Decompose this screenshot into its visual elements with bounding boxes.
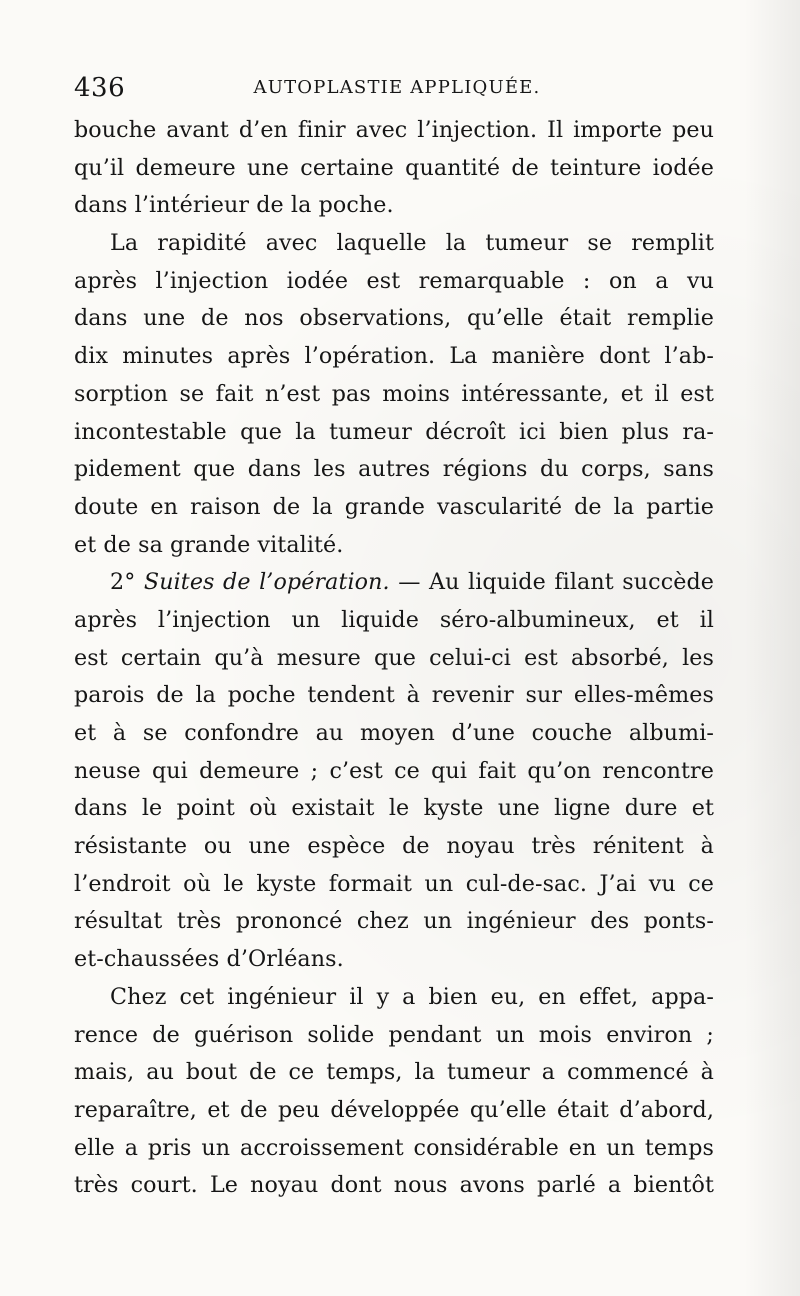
text-line (74, 263, 714, 301)
text-line (74, 1017, 714, 1055)
text-segment: dans le point où existait le kyste une ligne dure et (74, 795, 714, 822)
text-segment: pidement que dans les autres régions du corps, sans (74, 456, 714, 483)
text-segment: l’endroit où le kyste formait un cul-de-sac. J’ai vu ce (74, 870, 714, 897)
text-segment: dix minutes après l’opération. La manière dont l’ab- (74, 343, 714, 370)
text-line (74, 451, 714, 489)
text-line (74, 564, 714, 602)
text-segment: — Au liquide filant succède (389, 569, 714, 596)
text-segment: reparaître, et de peu développée qu’elle était d’abord, (74, 1096, 714, 1123)
text-segment: incontestable que la tumeur décroît ici bien plus ra- (74, 418, 714, 445)
running-title: AUTOPLASTIE APPLIQUÉE. (253, 77, 541, 98)
text-segment: 2° (110, 569, 144, 596)
text-line (74, 828, 714, 866)
text-segment: La rapidité avec laquelle la tumeur se remplit (110, 230, 714, 257)
text-segment: rence de guérison solide pendant un mois environ ; (74, 1021, 714, 1048)
text-line (74, 338, 714, 376)
text-line (74, 527, 714, 565)
text-line (74, 640, 714, 678)
text-line (74, 790, 714, 828)
text-segment: et de sa grande vitalité. (74, 531, 344, 558)
text-line (74, 1054, 714, 1092)
text-line (74, 753, 714, 791)
text-segment: Chez cet ingénieur il y a bien eu, en effet, appa- (110, 983, 714, 1010)
text-segment: dans l’intérieur de la poche. (74, 192, 394, 219)
text-segment: résultat très prononcé chez un ingénieur des ponts- (74, 908, 714, 935)
text-line (74, 300, 714, 338)
text-segment: mais, au bout de ce temps, la tumeur a commencé à (74, 1059, 714, 1086)
text-segment: doute en raison de la grande vascularité de la partie (74, 493, 714, 520)
text-segment: bouche avant d’en finir avec l’injection. Il importe peu (74, 117, 714, 143)
text-line (74, 941, 714, 979)
text-segment: est certain qu’à mesure que celui-ci est absorbé, les (74, 644, 714, 671)
page-header (74, 68, 720, 108)
text-line (74, 225, 714, 263)
text-segment: résistante ou une espèce de noyau très rénitent à (74, 833, 714, 860)
text-line (74, 677, 714, 715)
text-segment: très court. Le noyau dont nous avons parlé a bientôt (74, 1172, 714, 1199)
text-segment: et-chaussées d’Orléans. (74, 946, 344, 973)
text-line (74, 1092, 714, 1130)
text-segment: sorption se fait n’est pas moins intéressante, et il est (74, 380, 714, 407)
text-segment: elle a pris un accroissement considérable en un temps (74, 1134, 714, 1161)
text-segment: neuse qui demeure ; c’est ce qui fait qu’on rencontre (74, 757, 714, 784)
text-segment: après l’injection un liquide séro-albumineux, et il (74, 606, 714, 633)
text-line (74, 1167, 714, 1205)
text-line (74, 376, 714, 414)
page-number: 436 (74, 73, 126, 103)
text-segment: et à se confondre au moyen d’une couche albumi- (74, 720, 714, 746)
text-line (74, 979, 714, 1017)
text-line (74, 414, 714, 452)
text-line (74, 187, 714, 225)
text-segment: qu’il demeure une certaine quantité de teinture iodée (74, 154, 714, 181)
text-line (74, 112, 714, 150)
text-line (74, 489, 714, 527)
text-line (74, 602, 714, 640)
text-line (74, 903, 714, 941)
text-segment: dans une de nos observations, qu’elle était remplie (74, 305, 714, 332)
text-line (74, 150, 714, 188)
text-segment: parois de la poche tendent à revenir sur elles-mêmes (74, 682, 714, 709)
text-line (74, 1130, 714, 1168)
text-line (74, 715, 714, 753)
body-text (74, 112, 714, 1205)
text-line (74, 866, 714, 904)
text-segment: après l’injection iodée est remarquable : on a vu (74, 267, 714, 294)
section-heading-italic: Suites de l’opération. (143, 569, 390, 596)
